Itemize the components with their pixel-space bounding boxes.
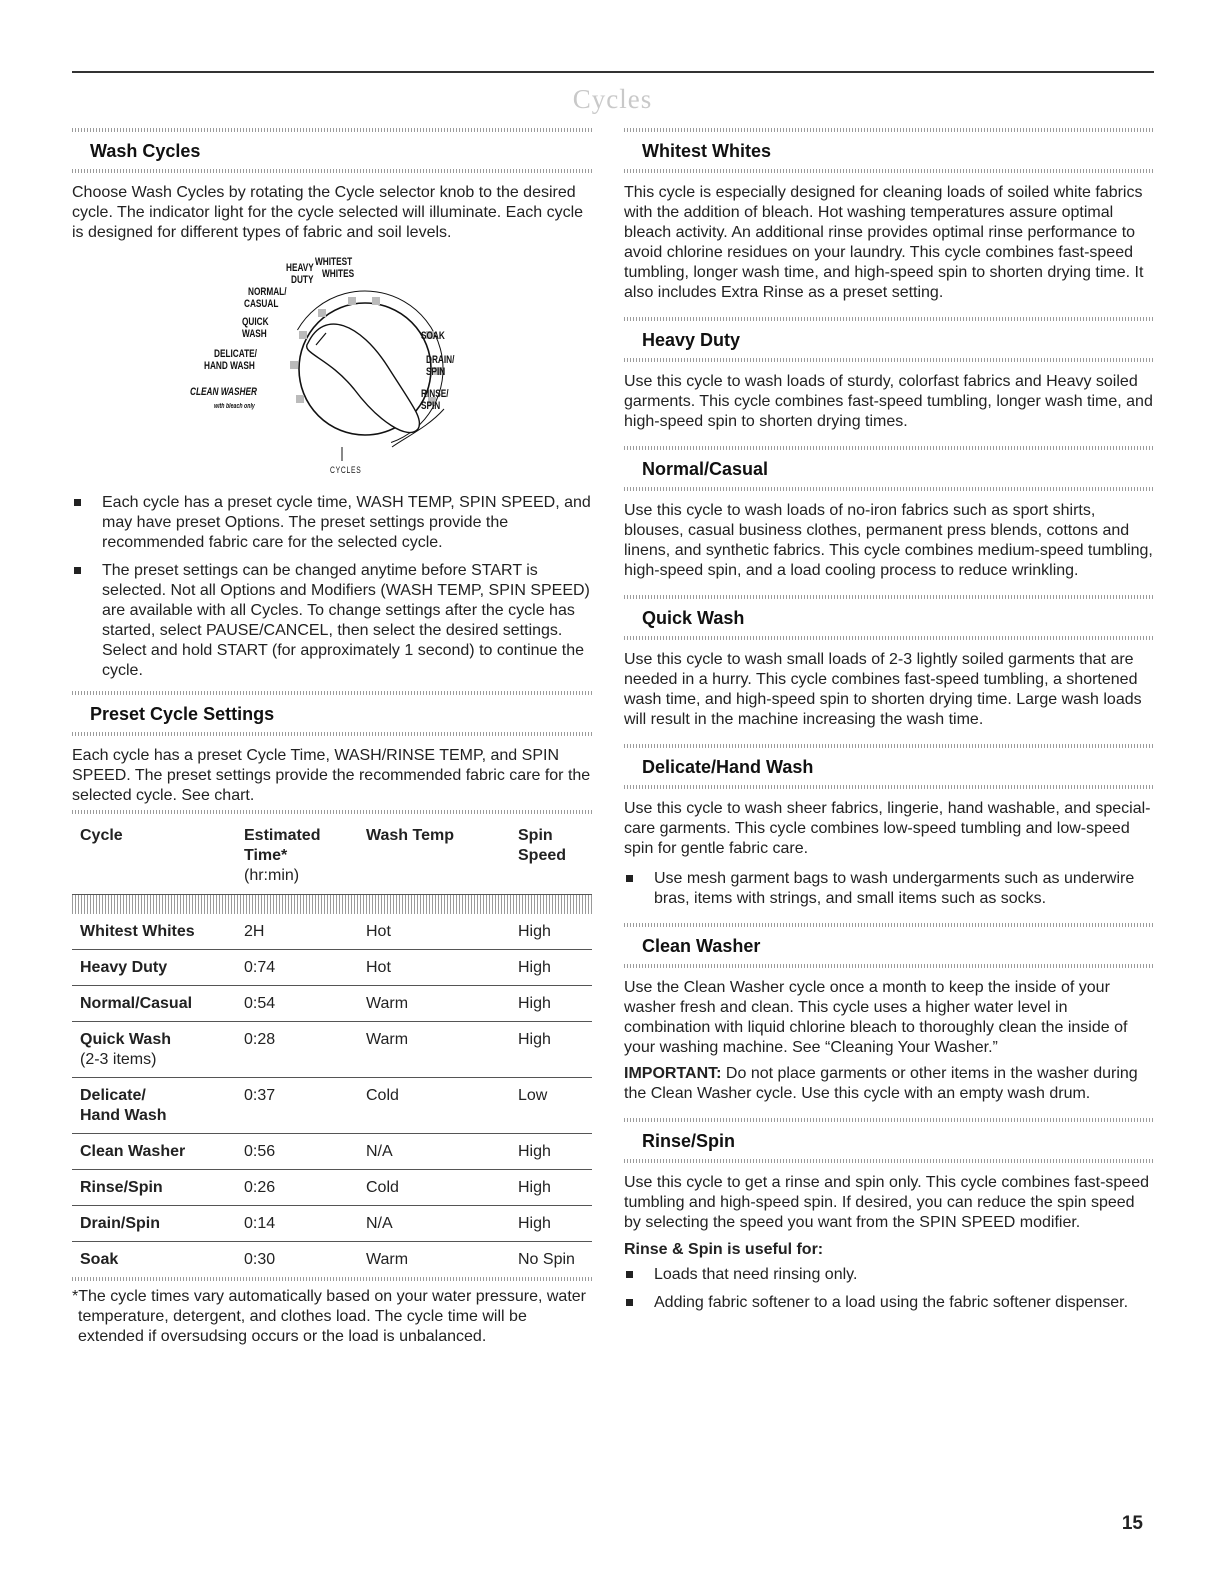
table-row xyxy=(72,1134,592,1170)
dial-label: SOAK xyxy=(421,330,445,342)
table-header-row xyxy=(72,820,592,895)
dial-label: WHITEST xyxy=(315,256,353,268)
section-heading: Clean Washer xyxy=(642,936,761,956)
dial-label: WHITES xyxy=(322,268,355,280)
section-clean-washer xyxy=(624,923,1154,1104)
cell-spin: Low xyxy=(510,1078,592,1134)
section-normal-casual xyxy=(624,446,1154,581)
cell-temp: Warm xyxy=(358,1022,510,1078)
dial-label: CASUAL xyxy=(244,298,279,310)
table-row xyxy=(72,1078,592,1134)
section-rule xyxy=(624,636,1154,640)
col-header-time-c: (hr:min) xyxy=(244,867,300,884)
cell-time: 0:14 xyxy=(236,1206,358,1242)
rinse-spin-subheading: Rinse & Spin is useful for: xyxy=(624,1241,824,1258)
preset-intro: Each cycle has a preset Cycle Time, WASH/RINSE TEMP, and SPIN SPEED. The preset settings provide the recommended fabric care for the selected cycle. See chart. xyxy=(72,747,591,804)
table-row xyxy=(72,986,592,1022)
dial-label: CLEAN WASHER xyxy=(190,386,257,398)
cell-time: 0:28 xyxy=(236,1022,358,1078)
cell-spin: High xyxy=(510,1206,592,1242)
section-quick-wash xyxy=(624,595,1154,730)
cell-temp: Hot xyxy=(366,923,391,940)
list-item: Loads that need rinsing only. xyxy=(624,1265,1154,1285)
section-rule xyxy=(72,169,592,173)
table-row xyxy=(72,1170,592,1206)
preset-heading: Preset Cycle Settings xyxy=(90,704,275,724)
section-heading: Whitest Whites xyxy=(642,141,771,161)
rinse-spin-bullets xyxy=(624,1265,1154,1313)
cell-cycle: Whitest Whites xyxy=(80,923,195,940)
wash-cycles-bullets xyxy=(72,493,592,681)
section-rule xyxy=(72,732,592,736)
cell-spin: High xyxy=(510,1022,592,1078)
cell-temp: Cold xyxy=(358,1078,510,1134)
table-row xyxy=(72,1022,592,1078)
important-label: IMPORTANT: xyxy=(624,1065,722,1082)
list-item: Use mesh garment bags to wash undergarments such as underwire bras, items with strings, and small items such as socks. xyxy=(624,869,1154,909)
section-heavy-duty xyxy=(624,317,1154,432)
cell-time: 0:56 xyxy=(236,1134,358,1170)
table-rule xyxy=(72,1277,592,1281)
cell-time: 0:54 xyxy=(236,986,358,1022)
section-rule xyxy=(624,358,1154,362)
table-row xyxy=(72,950,592,986)
cell-spin: No Spin xyxy=(510,1242,592,1278)
cell-temp: N/A xyxy=(358,1134,510,1170)
cell-cycle-note: (2-3 items) xyxy=(80,1051,157,1068)
left-column xyxy=(72,128,592,1347)
section-rule xyxy=(624,169,1154,173)
col-header-time xyxy=(236,820,358,895)
dial-graphic xyxy=(72,249,592,481)
table-rule xyxy=(72,810,592,814)
section-rule xyxy=(624,487,1154,491)
section-rule xyxy=(624,1159,1154,1163)
dial-label: DELICATE/ xyxy=(214,348,257,360)
list-item: Adding fabric softener to a load using the fabric softener dispenser. xyxy=(624,1293,1154,1313)
section-heading: Heavy Duty xyxy=(642,330,741,350)
dial-label: SPIN xyxy=(426,366,446,378)
wash-cycles-intro: Choose Wash Cycles by rotating the Cycle selector knob to the desired cycle. The indicator light for the cycle selected will illuminate. Each cycle is designed for different types of fabric and soil levels. xyxy=(72,184,584,241)
dial-label: CYCLES xyxy=(330,465,362,475)
cell-spin: High xyxy=(510,1170,592,1206)
preset-cycle-table xyxy=(72,820,592,1277)
cycle-selector-dial xyxy=(72,249,592,481)
dial-label: QUICK xyxy=(242,316,269,328)
cell-time: 2H xyxy=(244,923,265,940)
section-heading: Normal/Casual xyxy=(642,459,769,479)
page-title: Cycles xyxy=(572,84,653,114)
list-item: The preset settings can be changed anytime before START is selected. Not all Options and Modifiers (WASH TEMP, SPIN SPEED) are available with all Cycles. To change settings after the cycle has started, select PAUSE/CANCEL, then select the desired settings. Select and hold START (for approximately 1 second) to continue the cycle. xyxy=(72,561,592,681)
cell-spin: High xyxy=(510,950,592,986)
dial-label: DUTY xyxy=(291,274,314,286)
dial-label: RINSE/ xyxy=(421,388,449,400)
cell-time: 0:74 xyxy=(236,950,358,986)
section-delicate xyxy=(624,744,1154,909)
cell-spin: High xyxy=(510,986,592,1022)
dial-label: WASH xyxy=(242,328,267,340)
table-row xyxy=(72,914,592,950)
table-footnote: *The cycle times vary automatically based on your water pressure, water temperature, detergent, and clothes load. The cycle time will be extended if oversudsing occurs or the load is unbalanced. xyxy=(72,1288,586,1345)
cell-spin: High xyxy=(518,923,551,940)
section-rinse-spin xyxy=(624,1118,1154,1313)
dial-label: with bleach only xyxy=(214,403,255,410)
cell-cycle-name-2: Hand Wash xyxy=(80,1107,167,1124)
col-header-cycle: Cycle xyxy=(80,827,123,844)
cell-temp: N/A xyxy=(358,1206,510,1242)
cell-spin: High xyxy=(510,1134,592,1170)
cell-cycle: Normal/Casual xyxy=(72,986,236,1022)
col-header-time-b: Time* xyxy=(244,847,288,864)
important-text: Do not place garments or other items in the washer during the Clean Washer cycle. Use this cycle with an empty wash drum. xyxy=(624,1065,1138,1102)
dial-label: SPIN xyxy=(421,400,441,412)
col-header-time-a: Estimated xyxy=(244,827,321,844)
cell-cycle-name: Quick Wash xyxy=(80,1031,171,1048)
cell-cycle: Heavy Duty xyxy=(72,950,236,986)
cell-cycle: Drain/Spin xyxy=(72,1206,236,1242)
cell-time: 0:37 xyxy=(236,1078,358,1134)
cell-time: 0:30 xyxy=(236,1242,358,1278)
section-heading: Delicate/Hand Wash xyxy=(642,757,814,777)
section-text: Use this cycle to get a rinse and spin only. This cycle combines fast-speed tumbling and high-speed spin. If desired, you can reduce the spin speed by selecting the speed you want from the SPIN SPEED modifier. xyxy=(624,1174,1149,1231)
section-text: This cycle is especially designed for cleaning loads of soiled white fabrics with the addition of bleach. Hot washing temperatures assure optimal bleach activity. An additional rinse provides optimal rinse performance to avoid chlorine residues on your laundry. This cycle combines fast-speed tumbling, longer wash time, and high-speed spin to shorten drying time. It also includes Extra Rinse as a preset setting. xyxy=(624,184,1144,301)
section-rule xyxy=(624,785,1154,789)
section-whitest-whites xyxy=(624,128,1154,303)
cell-cycle-name: Delicate/ xyxy=(80,1087,146,1104)
dial-label: HAND WASH xyxy=(204,360,255,372)
top-rule xyxy=(72,71,1154,73)
table-row xyxy=(72,1242,592,1278)
section-text: Use this cycle to wash sheer fabrics, lingerie, hand washable, and special-care garments. This cycle combines low-speed tumbling and low-speed spin for gentle fabric care. xyxy=(624,800,1151,857)
right-column xyxy=(624,128,1154,1327)
list-item: Each cycle has a preset cycle time, WASH TEMP, SPIN SPEED, and may have preset Options. The preset settings provide the recommended fabric care for the selected cycle. xyxy=(72,493,592,553)
col-header-temp: Wash Temp xyxy=(366,827,455,844)
cell-temp: Cold xyxy=(358,1170,510,1206)
cell-time: 0:26 xyxy=(236,1170,358,1206)
cell-cycle xyxy=(72,1078,236,1134)
col-header-spin: Spin Speed xyxy=(518,827,567,864)
section-heading: Rinse/Spin xyxy=(642,1131,736,1151)
section-text: Use this cycle to wash loads of sturdy, colorfast fabrics and Heavy soiled garments. This cycle combines fast-speed tumbling, longer wash time, and high-speed spin to shorten drying times. xyxy=(624,373,1153,430)
section-text: Use the Clean Washer cycle once a month to keep the inside of your washer fresh and clean. This cycle uses a higher water level in combination with liquid chlorine bleach to thoroughly clean the inside of your washing machine. See “Cleaning Your Washer.” xyxy=(624,979,1128,1056)
dial-label: HEAVY xyxy=(286,262,314,274)
cell-cycle: Clean Washer xyxy=(72,1134,236,1170)
cell-cycle: Rinse/Spin xyxy=(72,1170,236,1206)
section-text: Use this cycle to wash small loads of 2-3 lightly soiled garments that are needed in a hurry. This cycle combines fast-speed tumbling, a shortened wash time, and high-speed spin to shorten drying time. Large wash loads will result in the machine increasing the wash time. xyxy=(624,651,1142,728)
wash-cycles-heading: Wash Cycles xyxy=(90,141,201,161)
table-row xyxy=(72,1206,592,1242)
page-number: 15 xyxy=(1121,1513,1143,1534)
important-note xyxy=(624,1064,1154,1104)
cell-temp: Warm xyxy=(358,1242,510,1278)
cell-cycle: Soak xyxy=(72,1242,236,1278)
section-rule xyxy=(624,964,1154,968)
cell-temp: Hot xyxy=(358,950,510,986)
dial-label: NORMAL/ xyxy=(248,286,287,298)
delicate-bullets xyxy=(624,869,1154,909)
cell-temp: Warm xyxy=(358,986,510,1022)
section-heading: Quick Wash xyxy=(642,608,745,628)
dial-label: DRAIN/ xyxy=(426,354,455,366)
cell-cycle xyxy=(72,1022,236,1078)
section-text: Use this cycle to wash loads of no-iron fabrics such as sport shirts, blouses, casual business clothes, permanent press blends, cottons and linens, and synthetic fabrics. This cycle combines medium-speed tumbling, high-speed spin, and a load cooling process to reduce wrinkling. xyxy=(624,502,1153,579)
